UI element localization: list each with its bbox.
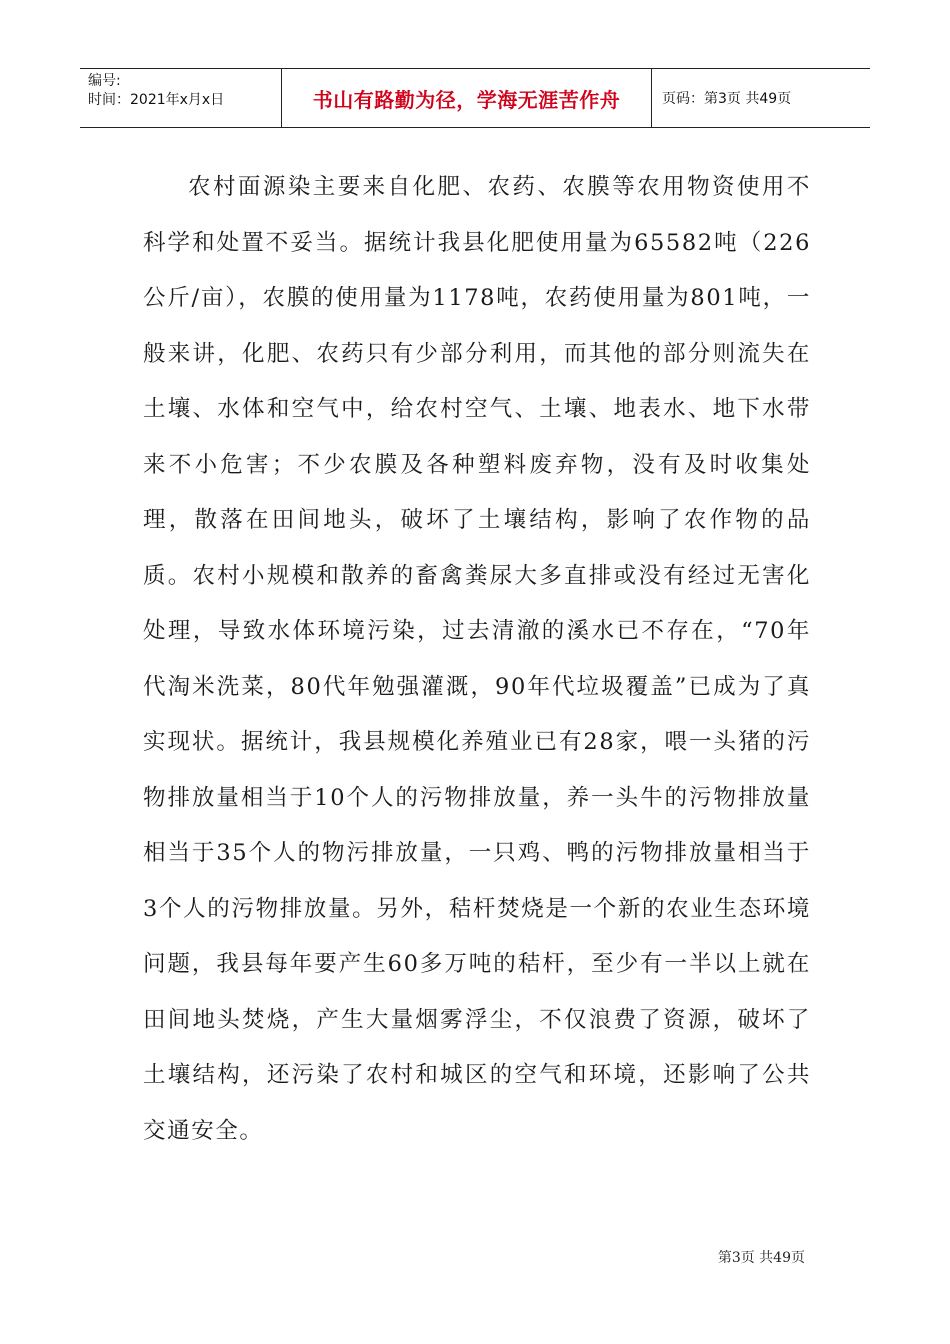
header-meta xyxy=(80,69,282,127)
document-number-label: 编号: xyxy=(88,73,121,89)
document-time-label: 时间：2021年x月x日 xyxy=(88,92,225,108)
header-motto: 书山有路勤为径，学海无涯苦作舟 xyxy=(282,69,652,127)
page-footer: 第3页 共49页 xyxy=(717,1250,805,1266)
header-page-info: 页码：第3页 共49页 xyxy=(662,91,792,107)
page-header xyxy=(80,68,870,128)
body-paragraph: 农村面源染主要来自化肥、农药、农膜等农用物资使用不科学和处置不妥当。据统计我县化肥使用量为65582吨（226公斤/亩），农膜的使用量为1178吨，农药使用量为801吨，一般来讲，化肥、农药只有少部分利用，而其他的部分则流失在土壤、水体和空气中，给农村空气、土壤、地表水、地下水带来不小危害；不少农膜及各种塑料废弃物，没有及时收集处理，散落在田间地头，破坏了土壤结构，影响了农作物的品质。农村小规模和散养的畜禽粪尿大多直排或没有经过无害化处理，导致水体环境污染，过去清澈的溪水已不存在，“70年代淘米洗菜，80代年勉强灌溉，90年代垃圾覆盖”已成为了真实现状。据统计，我县规模化养殖业已有28家，喂一头猪的污物排放量相当于10个人的污物排放量，养一头牛的污物排放量相当于35个人的物污排放量，一只鸡、鸭的污物排放量相当于3个人的污物排放量。另外，秸杆焚烧是一个新的农业生态环境问题，我县每年要产生60多万吨的秸杆，至少有一半以上就在田间地头焚烧，产生大量烟雾浮尘，不仅浪费了资源，破坏了土壤结构，还污染了农村和城区的空气和环境，还影响了公共交通安全。 xyxy=(143,174,811,1144)
